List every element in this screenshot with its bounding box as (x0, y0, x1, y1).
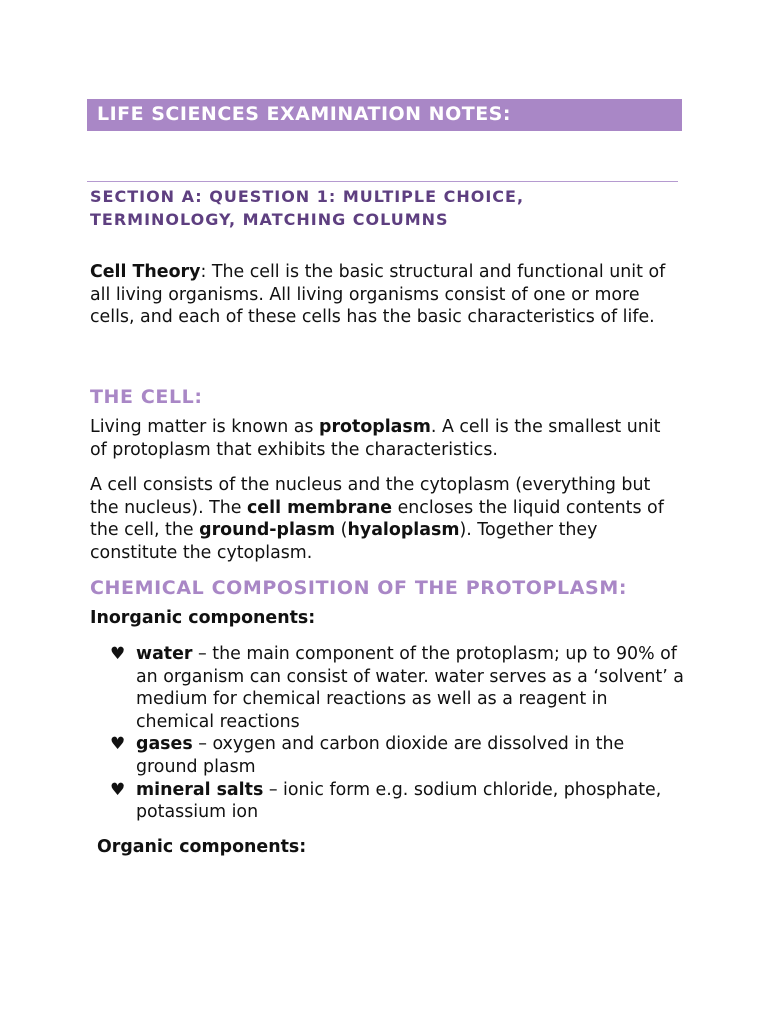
list-item (110, 643, 690, 733)
the-cell-heading: THE CELL: (90, 386, 203, 408)
divider (87, 181, 678, 182)
heart-bullet-icon: ♥ (110, 734, 126, 755)
text: Living matter is known as (90, 417, 320, 437)
term-protoplasm: protoplasm (319, 417, 431, 437)
the-cell-paragraph-2 (90, 474, 680, 564)
page-title: LIFE SCIENCES EXAMINATION NOTES: (97, 103, 511, 125)
term-mineral-salts: mineral salts (136, 779, 264, 800)
text: ( (335, 520, 348, 541)
inorganic-components-label: Inorganic components: (90, 608, 316, 628)
title-banner (87, 99, 682, 131)
text: ). Together they constitute the cytoplasm. (90, 520, 598, 563)
list-item (110, 733, 690, 778)
text: – oxygen and carbon dioxide are dissolved in the ground plasm (136, 734, 625, 777)
term-hyaloplasm: hyaloplasm (347, 520, 460, 541)
heart-bullet-icon: ♥ (110, 644, 126, 664)
organic-components-label: Organic components: (97, 837, 307, 857)
term-water: water (136, 644, 193, 664)
text: encloses the liquid contents of the cell, the (90, 497, 664, 541)
cell-theory-term: Cell Theory (90, 262, 201, 282)
text: – ionic form e.g. sodium chloride, phosphate, potassium ion (136, 779, 662, 823)
chemical-composition-heading: CHEMICAL COMPOSITION OF THE PROTOPLASM: (90, 577, 628, 599)
term-ground-plasm: ground-plasm (199, 520, 336, 541)
section-heading-line-2: TERMINOLOGY, MATCHING COLUMNS (90, 210, 449, 229)
the-cell-paragraph-1 (90, 416, 680, 461)
heart-bullet-icon: ♥ (110, 779, 126, 800)
text: . A cell is the smallest unit of protoplasm that exhibits the characteristics. (90, 417, 661, 460)
term-gases: gases (136, 734, 193, 755)
cell-theory-text: : The cell is the basic structural and functional unit of all living organisms. All living organisms consist of one or more cells, and each of these cells has the basic characteristics of life. (90, 262, 666, 328)
section-heading-line-1: SECTION A: QUESTION 1: MULTIPLE CHOICE, (90, 187, 525, 206)
cell-theory-paragraph (90, 261, 680, 329)
list-item (110, 779, 690, 824)
text: – the main component of the protoplasm; up to 90% of an organism can consist of water. water serves as a ‘solvent’ a medium for chemical reactions as well as a reagent in chemical reactions (136, 644, 684, 732)
inorganic-list (110, 643, 690, 824)
term-cell-membrane: cell membrane (247, 497, 393, 518)
text: A cell consists of the nucleus and the cytoplasm (everything but the nucleus). The (90, 475, 651, 518)
section-heading (90, 185, 690, 231)
